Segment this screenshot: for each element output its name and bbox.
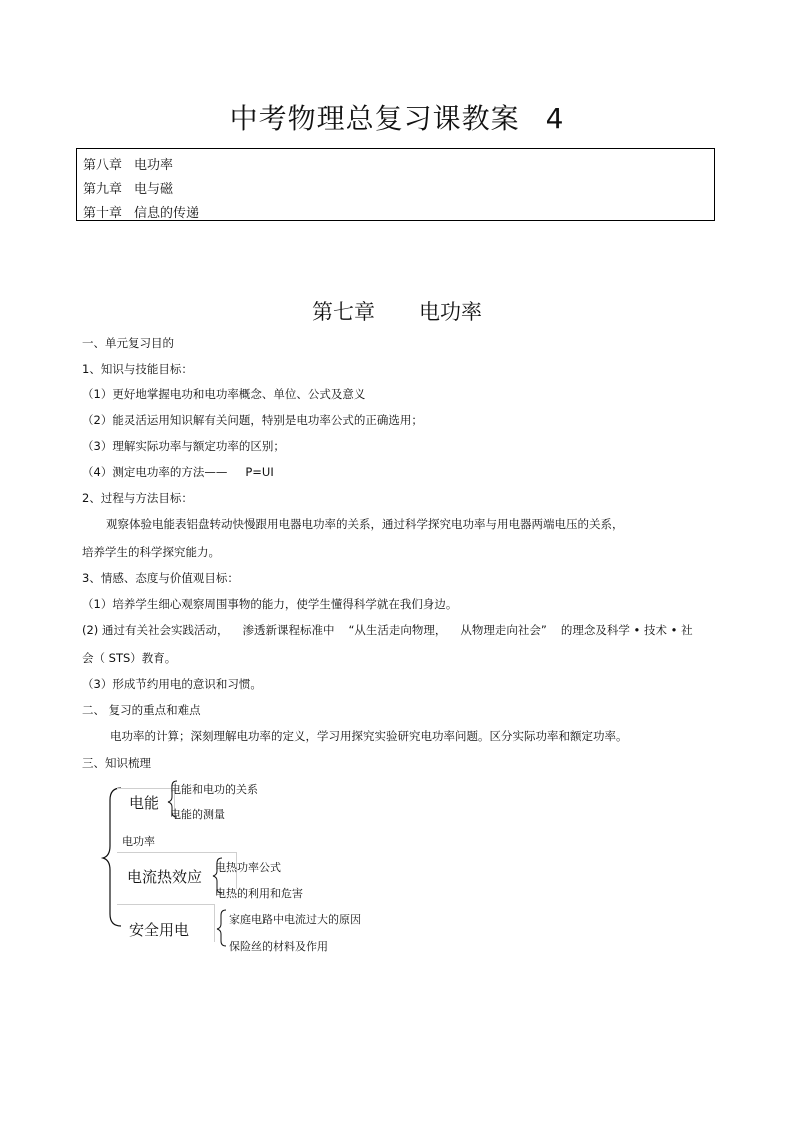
- toc-topic: 电功率: [134, 158, 174, 173]
- tree-leaf: 电热功率公式: [215, 861, 281, 874]
- toc-chapter: 第十章: [83, 206, 123, 221]
- paragraph-line: 观察体验电能表铝盘转动快慢跟用电器电功率的关系，通过科学探究电功率与用电器两端电压的关系，: [106, 517, 624, 531]
- tree-leaf: 电能和电功的关系: [170, 783, 258, 796]
- toc-topic: 电与磁: [134, 182, 174, 197]
- text-run: “从生活走向物理，: [348, 623, 447, 637]
- objective-line: （2）能灵活运用知识解有关问题，特别是电功率公式的正确选用；: [82, 413, 423, 427]
- toc-chapter: 第九章: [83, 182, 123, 197]
- subsection-heading: 3、情感、态度与价值观目标：: [82, 571, 239, 585]
- title-text: 中考物理总复习课教案: [229, 102, 520, 135]
- text-run: 从物理走向社会”: [460, 623, 547, 637]
- text-run: (2) 通过有关社会实践活动，: [82, 623, 229, 637]
- formula: P=UI: [245, 465, 274, 479]
- toc-chapter: 第八章: [83, 158, 123, 173]
- chapter-number: 第七章: [312, 300, 375, 324]
- tree-leaf: 家庭电路中电流过大的原因: [229, 913, 361, 926]
- tree-node-box: [117, 904, 215, 942]
- brace-3: [217, 910, 226, 946]
- subsection-heading: 1、知识与技能目标：: [82, 362, 193, 376]
- paragraph-line: 电功率的计算；深刻理解电功率的定义，学习用探究实验研究电功率问题。区分实际功率和额定功率。: [110, 729, 628, 743]
- objective-text: （4）测定电功率的方法——: [82, 465, 228, 479]
- objective-line: （3）形成节约用电的意识和习惯。: [82, 677, 262, 691]
- tree-node-label: 安全用电: [129, 921, 190, 939]
- toc-topic: 信息的传递: [134, 206, 200, 221]
- title-number: 4: [545, 102, 565, 135]
- tree-node-label: 电能: [129, 794, 160, 812]
- section-heading: 一、单元复习目的: [82, 336, 174, 350]
- tree-root: 电功率: [122, 835, 155, 848]
- tree-leaf: 保险丝的材料及作用: [229, 940, 328, 953]
- section-heading: 三、知识梳理: [82, 756, 151, 770]
- text-run: 渗透新课程标准中: [242, 623, 335, 637]
- tree-node-label: 电流热效应: [127, 868, 203, 886]
- objective-line: （3）理解实际功率与额定功率的区别；: [82, 439, 285, 453]
- objective-line: （1）更好地掌握电功和电功率概念、单位、公式及意义: [82, 387, 366, 401]
- section-heading: 二、 复习的重点和难点: [82, 703, 201, 717]
- subsection-heading: 2、过程与方法目标：: [82, 491, 193, 505]
- paragraph-line: 培养学生的科学探究能力。: [82, 545, 220, 559]
- chapter-topic: 电功率: [419, 300, 482, 324]
- tree-node-box: [117, 788, 175, 814]
- objective-line: （1）培养学生细心观察周围事物的能力，使学生懂得科学就在我们身边。: [82, 597, 458, 611]
- tree-leaf: 电热的利用和危害: [215, 887, 303, 900]
- text-run: 的理念及科学 • 技术 • 社: [560, 623, 693, 637]
- tree-leaf: 电能的测量: [170, 808, 225, 821]
- paragraph-line: 会（ STS）教育。: [82, 651, 177, 665]
